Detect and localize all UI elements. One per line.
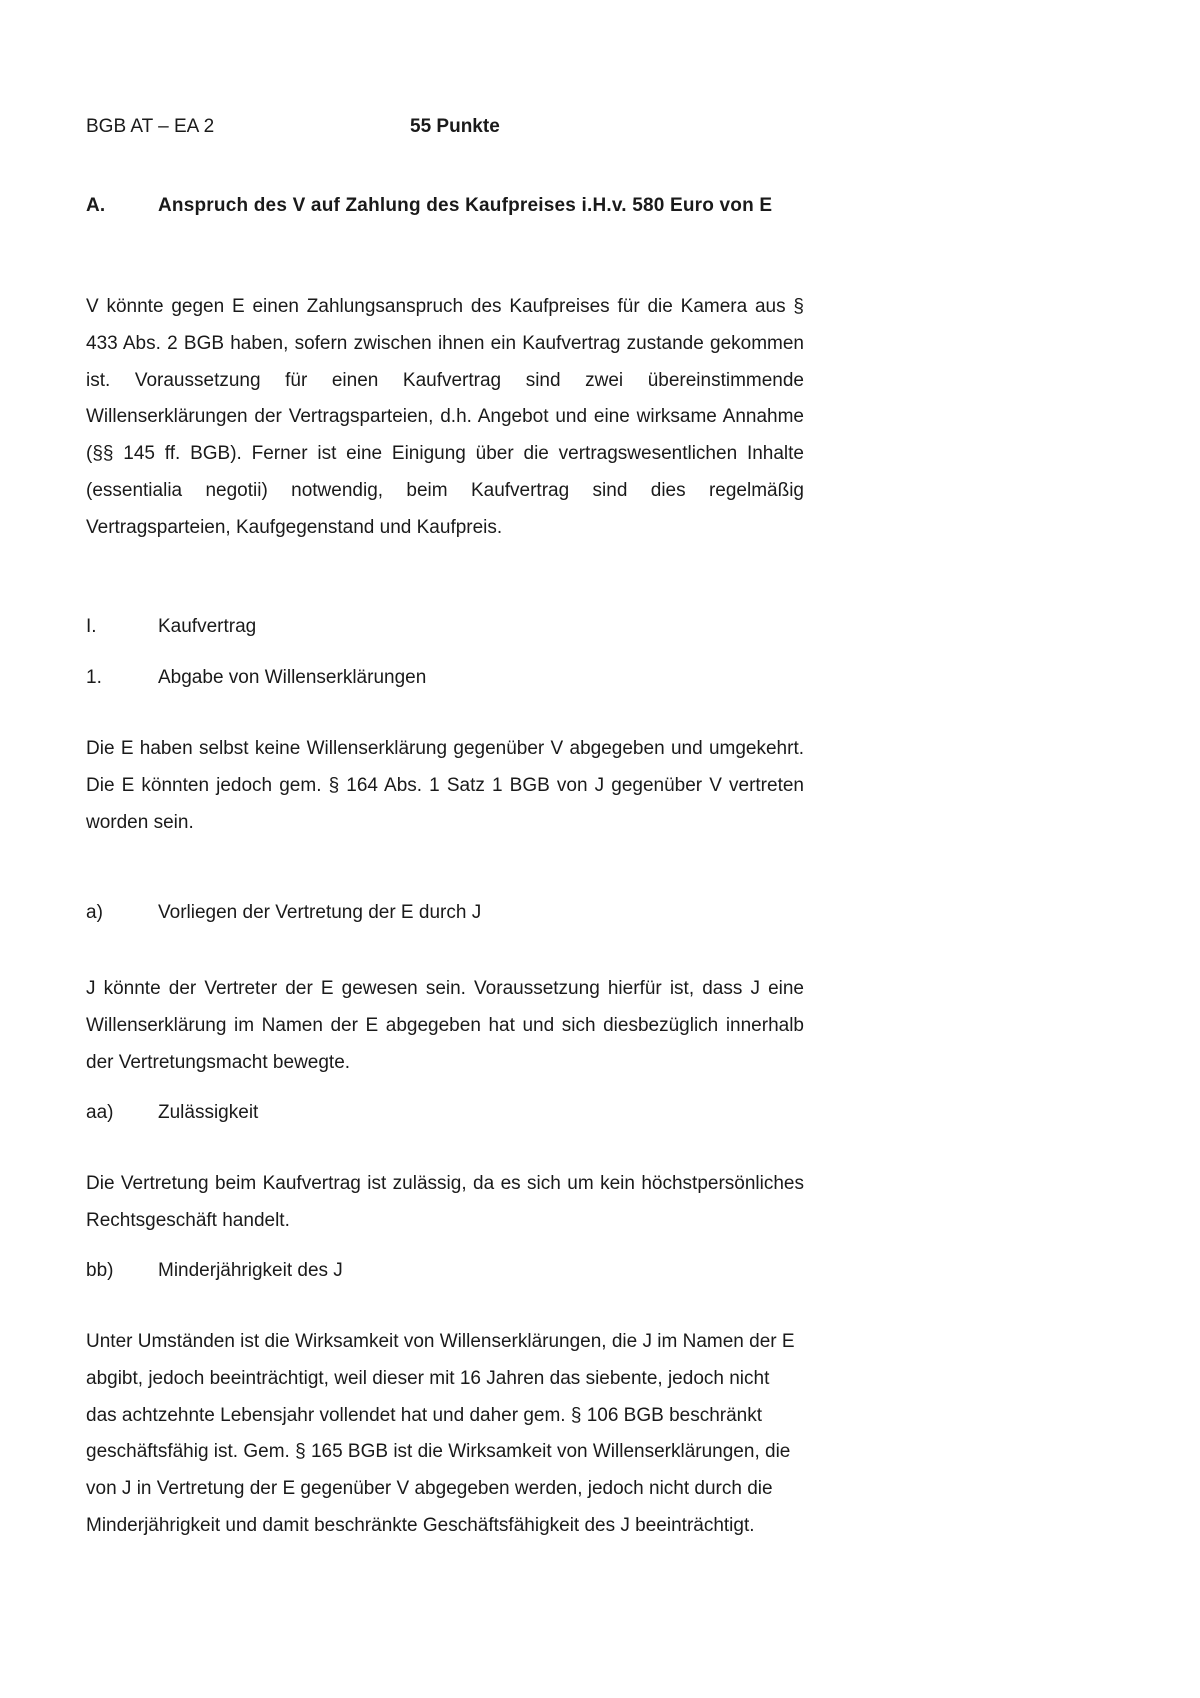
subheading-aa-number: aa) — [86, 1102, 114, 1123]
subheading-a-number: a) — [86, 902, 103, 923]
zulaessigkeit-paragraph: Die Vertretung beim Kaufvertrag ist zulässig, da es sich um kein höchstpersönliches Rechtsgeschäft handelt. — [86, 1173, 804, 1231]
subheading-1 — [86, 665, 804, 691]
subheading-aa — [86, 1100, 804, 1126]
subheading-1-number: 1. — [86, 667, 102, 688]
subheading-a — [86, 900, 804, 926]
section-a-heading — [86, 193, 804, 219]
subheading-aa-title: Zulässigkeit — [158, 1102, 259, 1123]
points-label: 55 Punkte — [410, 116, 500, 137]
vertretung-paragraph: J könnte der Vertreter der E gewesen sein. Voraussetzung hierfür ist, dass J eine Willenserklärung im Namen der E abgegeben hat und sich diesbezüglich innerhalb der Vertretungsmacht bewegte. — [86, 978, 804, 1073]
subheading-i — [86, 614, 804, 640]
willenserklaerungen-paragraph: Die E haben selbst keine Willenserklärung gegenüber V abgegeben und umgekehrt. Die E könnten jedoch gem. § 164 Abs. 1 Satz 1 BGB von J gegenüber V vertreten worden sein. — [86, 738, 804, 833]
subheading-a-title: Vorliegen der Vertretung der E durch J — [158, 902, 482, 923]
subheading-i-title: Kaufvertrag — [158, 616, 257, 637]
subheading-bb — [86, 1258, 804, 1284]
subheading-i-number: I. — [86, 616, 97, 637]
section-a-title: Anspruch des V auf Zahlung des Kaufpreises i.H.v. 580 Euro von E — [158, 195, 773, 216]
intro-paragraph: V könnte gegen E einen Zahlungsanspruch des Kaufpreises für die Kamera aus § 433 Abs. 2 BGB haben, sofern zwischen ihnen ein Kaufvertrag zustande gekommen ist. Voraussetzung für einen Kaufvertrag sind zwei übereinstimmende Willenserklärungen der Vertragsparteien, d.h. Angebot und eine wirksame Annahme (§§ 145 ff. BGB). Ferner ist eine Einigung über die vertragswesentlichen Inhalte (essentialia negotii) notwendig, beim Kaufvertrag sind dies regelmäßig Vertragsparteien, Kaufgegenstand und Kaufpreis. — [86, 296, 804, 538]
subheading-1-title: Abgabe von Willenserklärungen — [158, 667, 427, 688]
course-title: BGB AT – EA 2 — [86, 116, 215, 137]
subheading-bb-title: Minderjährigkeit des J — [158, 1260, 343, 1281]
minderjaehrigkeit-paragraph: Unter Umständen ist die Wirksamkeit von Willenserklärungen, die J im Namen der E abgibt, jedoch beeinträchtigt, weil dieser mit 16 Jahren das siebente, jedoch nicht das achtzehnte Lebensjahr vollendet hat und daher gem. § 106 BGB beschränkt geschäftsfähig ist. Gem. § 165 BGB ist die Wirksamkeit von Willenserklärungen, die von J in Vertretung der E gegenüber V abgegeben werden, jedoch nicht durch die Minderjährigkeit und damit beschränkte Geschäftsfähigkeit des J beeinträchtigt. — [86, 1331, 795, 1536]
subheading-bb-number: bb) — [86, 1260, 114, 1281]
section-a-number: A. — [86, 195, 106, 216]
